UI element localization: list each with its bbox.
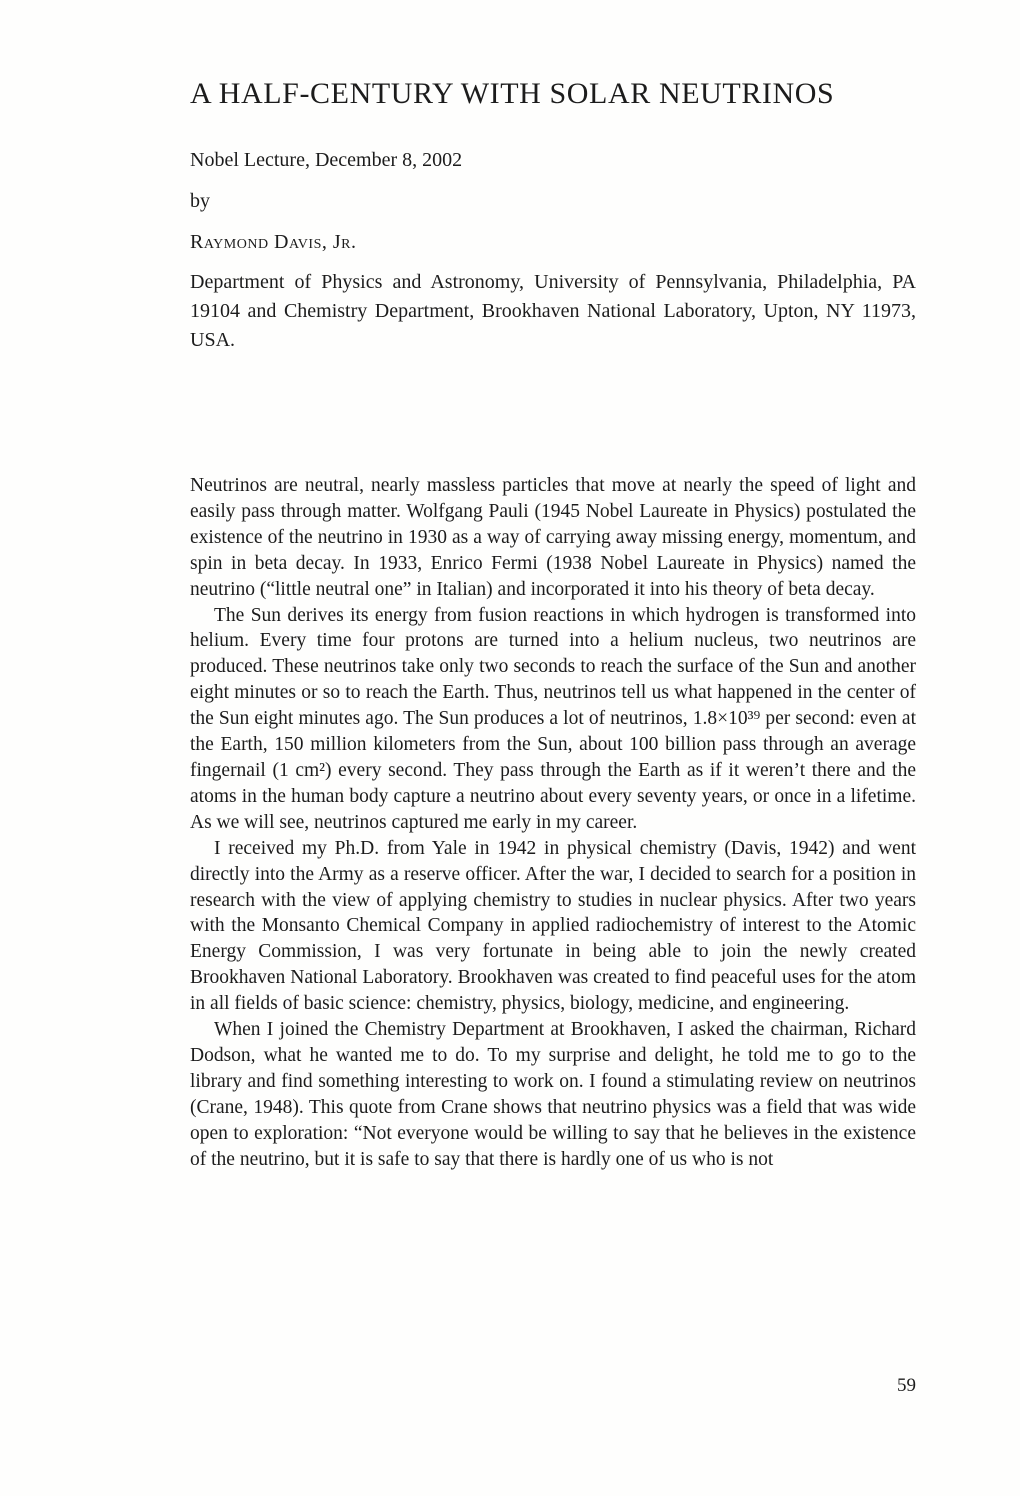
paragraph: The Sun derives its energy from fusion reactions in which hydrogen is transformed into helium. Every time four protons are turned into a helium nucleus, two neutrinos are produced. These neutrinos take only two seconds to reach the surface of the Sun and another eight minutes or so to reach the Earth. Thus, neutrinos tell us what happened in the center of the Sun eight minutes ago. The Sun produces a lot of neutrinos, 1.8×10³⁹ per second: even at the Earth, 150 million kilometers from the Sun, about 100 billion pass through an average fingernail (1 cm²) every second. They pass through the Earth as if it weren’t there and the atoms in the human body capture a neutrino about every seventy years, or once in a lifetime. As we will see, neutrinos captured me early in my career. bbox=[190, 604, 916, 833]
lecture-date-line: Nobel Lecture, December 8, 2002 bbox=[190, 149, 463, 171]
paragraph: Neutrinos are neutral, nearly massless particles that move at nearly the speed of light and easily pass through matter. Wolfgang Pauli (1945 Nobel Laureate in Physics) postulated the existence of the neutrino in 1930 as a way of carrying away missing energy, momentum, and spin in beta decay. In 1933, Enrico Fermi (1938 Nobel Laureate in Physics) named the neutrino (“little neutral one” in Italian) and incorporated it into his theory of beta decay. bbox=[190, 475, 916, 600]
author-affiliation: Department of Physics and Astronomy, University of Pennsylvania, Philadelphia, PA 19104 and Chemistry Department, Brookhaven National Laboratory, Upton, NY 11973, USA. bbox=[190, 271, 916, 351]
page-number: 59 bbox=[897, 1375, 916, 1396]
document-title: A HALF-CENTURY WITH SOLAR NEUTRINOS bbox=[190, 77, 835, 110]
paragraph: When I joined the Chemistry Department at Brookhaven, I asked the chairman, Richard Dodson, what he wanted me to do. To my surprise and delight, he told me to go to the library and find something interesting to work on. I found a stimulating review on neutrinos (Crane, 1948). This quote from Crane shows that neutrino physics was a field that was wide open to exploration: “Not everyone would be willing to say that he believes in the existence of the neutrino, but it is safe to say that there is hardly one of us who is not bbox=[190, 1019, 916, 1170]
author-name: Raymond Davis, Jr. bbox=[190, 231, 357, 253]
body-text bbox=[190, 473, 916, 1172]
paragraph: I received my Ph.D. from Yale in 1942 in physical chemistry (Davis, 1942) and went directly into the Army as a reserve officer. After the war, I decided to search for a position in research with the view of applying chemistry to studies in nuclear physics. After two years with the Monsanto Chemical Company in applied radiochemistry of interest to the Atomic Energy Commission, I was very fortunate in being able to join the newly created Brookhaven National Laboratory. Brookhaven was created to find peaceful uses for the atom in all fields of basic science: chemistry, physics, biology, medicine, and engineering. bbox=[190, 837, 916, 1015]
byline: by bbox=[190, 190, 210, 212]
page-content bbox=[190, 0, 916, 1172]
